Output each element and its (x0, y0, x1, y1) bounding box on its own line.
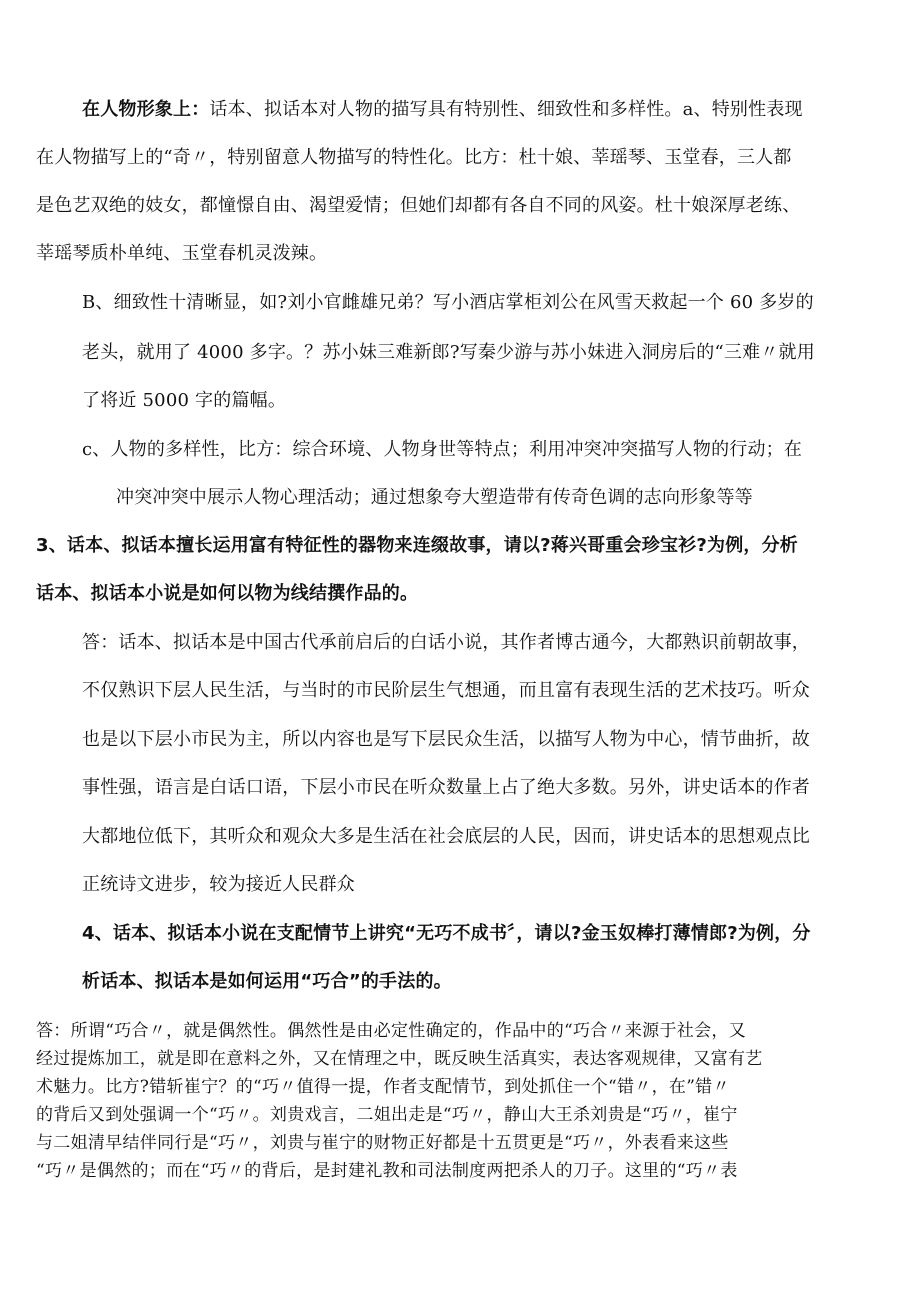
q4-line-1: 4、话本、拟话本小说在支配情节上讲究“无巧不成书〞，请以?金玉奴棒打薄情郎?为例，分 (82, 923, 811, 944)
a3-line-1: 答：话本、拟话本是中国古代承前启后的白话小说，其作者博古通今，大都熟识前朝故事， (82, 632, 810, 653)
a3-line-2: 不仅熟识下层人民生活，与当时的市民阶层生气想通，而且富有表现生活的艺术技巧。听众 (82, 680, 810, 701)
a4-line-3: 术魅力。比方?错斩崔宁？的“巧〃值得一提，作者支配情节，到处抓住一个“错〃，在”错〃 (36, 1077, 730, 1097)
para3-line-1: c、人物的多样性，比方：综合环境、人物身世等特点；利用冲突冲突描写人物的行动；在 (82, 439, 803, 460)
a3-line-4: 事性强，语言是白话口语，下层小市民在听众数量上占了绝大多数。另外，讲史话本的作者 (82, 777, 810, 798)
para1-lead: 在人物形象上： (82, 99, 210, 120)
q3-line-2: 话本、拟话本小说是如何以物为线结撰作品的。 (36, 583, 419, 604)
q4-line-2: 析话本、拟话本是如何运用“巧合”的手法的。 (82, 971, 452, 992)
para2-line-2: 老头，就用了 4000 多字。？苏小妹三难新郎?写秦少游与苏小妹进入洞房后的“三难〃就用 (82, 342, 815, 363)
para2-line-3: 了将近 5000 字的篇幅。 (82, 390, 287, 411)
a4-line-6: “巧〃是偶然的；而在“巧〃的背后，是封建礼教和司法制度两把杀人的刀子。这里的“巧〃表 (36, 1161, 738, 1181)
a4-line-2: 经过提炼加工，就是即在意料之外，又在情理之中，既反映生活真实，表达客观规律，又富有艺 (36, 1049, 763, 1069)
a4-line-4: 的背后又到处强调一个“巧〃。刘贵戏言，二姐出走是“巧〃，静山大王杀刘贵是“巧〃，崔宁 (36, 1105, 738, 1125)
a3-line-6: 正统诗文进步，较为接近人民群众 (82, 874, 355, 895)
a4-line-5: 与二姐清早结伴同行是“巧〃，刘贵与崔宁的财物正好都是十五贯更是“巧〃，外表看来这些 (36, 1133, 729, 1153)
a4-line-1: 答：所谓“巧合〃，就是偶然性。偶然性是由必定性确定的，作品中的“巧合〃来源于社会，又 (36, 1021, 746, 1041)
a3-line-3: 也是以下层小市民为主，所以内容也是写下层民众生活，以描写人物为中心，情节曲折，故 (82, 729, 810, 750)
para1-line-4: 莘瑶琴质朴单纯、玉堂春机灵泼辣。 (36, 243, 328, 264)
q3-line-1: 3、话本、拟话本擅长运用富有特征性的器物来连缀故事，请以?蒋兴哥重会珍宝衫?为例，分析 (36, 535, 799, 556)
para2-line-1: B、细致性十清晰显，如?刘小官雌雄兄弟？写小酒店掌柜刘公在风雪天救起一个 60 多岁的 (82, 292, 814, 313)
a3-line-5: 大都地位低下，其听众和观众大多是生活在社会底层的人民，因而，讲史话本的思想观点比 (82, 826, 810, 847)
para1-line-2: 在人物描写上的“奇〃，特别留意人物描写的特性化。比方：杜十娘、莘瑶琴、玉堂春，三人都 (36, 147, 792, 168)
para1-line-1-text: 话本、拟话本对人物的描写具有特别性、细致性和多样性。a、特别性表现 (209, 99, 803, 120)
para1-line-1 (82, 98, 803, 122)
para3-line-2: 冲突冲突中展示人物心理活动；通过想象夸大塑造带有传奇色调的志向形象等等 (116, 487, 753, 508)
para1-line-3: 是色艺双绝的妓女，都憧憬自由、渴望爱情；但她们却都有各自不同的风姿。杜十娘深厚老练、 (36, 195, 801, 216)
